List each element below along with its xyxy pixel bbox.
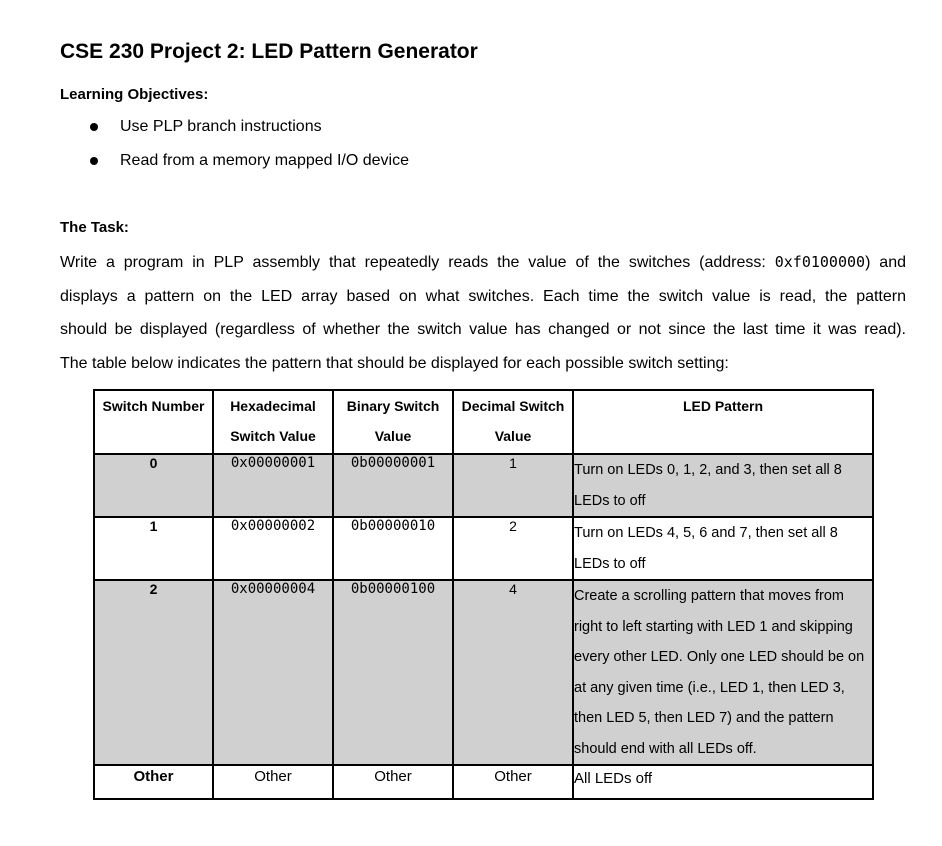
bullet-icon [90, 123, 98, 131]
table-row [94, 454, 873, 517]
cell-led-pattern: Turn on LEDs 0, 1, 2, and 3, then set all 8 LEDs to off [573, 454, 873, 517]
page-title: CSE 230 Project 2: LED Pattern Generator [60, 40, 478, 63]
table-row [94, 580, 873, 765]
cell-led-pattern: Create a scrolling pattern that moves from right to left starting with LED 1 and skipping every other LED. Only one LED should be on at any given time (i.e., LED 1, then LED 3, then LED 5, then LED 7) and the pattern should end with all LEDs off. [573, 580, 873, 765]
cell-led-pattern: All LEDs off [573, 765, 873, 799]
cell-hex-value: Other [213, 765, 333, 799]
header-decimal-value: Decimal Switch Value [453, 390, 573, 454]
task-line-4: The table below indicates the pattern that should be displayed for each possible switch setting: [60, 354, 729, 372]
cell-hex-value: 0x00000004 [213, 580, 333, 765]
table-row [94, 765, 873, 799]
cell-decimal-value: Other [453, 765, 573, 799]
header-hex-value: Hexadecimal Switch Value [213, 390, 333, 454]
switch-address: 0xf0100000 [774, 253, 866, 271]
cell-decimal-value: 2 [453, 517, 573, 580]
bullet-icon [90, 157, 98, 165]
cell-switch-number: 2 [94, 580, 213, 765]
cell-binary-value: Other [333, 765, 453, 799]
table-header-row [94, 390, 873, 454]
led-pattern-table [93, 389, 874, 800]
cell-hex-value: 0x00000001 [213, 454, 333, 517]
header-switch-number: Switch Number [94, 390, 213, 454]
task-line-3: should be displayed (regardless of whether the switch value has changed or not since the last time it was read). [60, 321, 906, 338]
header-binary-value: Binary Switch Value [333, 390, 453, 454]
objectives-list [60, 114, 409, 182]
cell-binary-value: 0b00000100 [333, 580, 453, 765]
task-line-1: Write a program in PLP assembly that repeatedly reads the value of the switches (address: 0xf0100000) and [60, 253, 906, 271]
task-description [60, 246, 906, 380]
learning-objectives-heading: Learning Objectives: [60, 86, 209, 103]
cell-binary-value: 0b00000010 [333, 517, 453, 580]
list-item: Read from a memory mapped I/O device [60, 148, 409, 182]
cell-switch-number: 0 [94, 454, 213, 517]
cell-decimal-value: 1 [453, 454, 573, 517]
table-row [94, 517, 873, 580]
cell-switch-number: 1 [94, 517, 213, 580]
cell-switch-number: Other [94, 765, 213, 799]
task-line-2: displays a pattern on the LED array based on what switches. Each time the switch value is read, the pattern [60, 287, 906, 305]
cell-led-pattern: Turn on LEDs 4, 5, 6 and 7, then set all 8 LEDs to off [573, 517, 873, 580]
list-item: Use PLP branch instructions [60, 114, 409, 148]
task-heading: The Task: [60, 219, 129, 236]
cell-decimal-value: 4 [453, 580, 573, 765]
header-led-pattern: LED Pattern [573, 390, 873, 454]
cell-binary-value: 0b00000001 [333, 454, 453, 517]
cell-hex-value: 0x00000002 [213, 517, 333, 580]
